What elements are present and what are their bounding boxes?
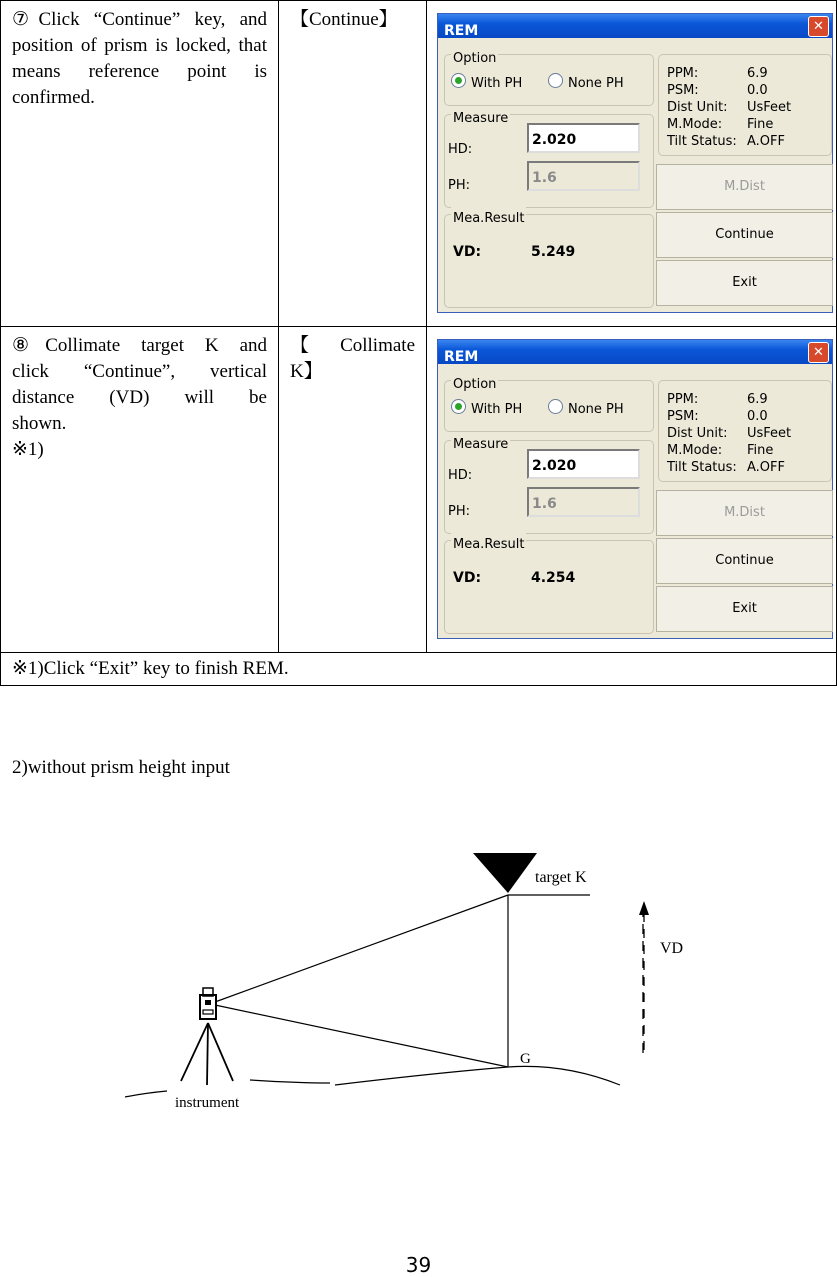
with-ph-radio[interactable] <box>451 399 466 414</box>
psm-value: 0.0 <box>747 83 768 98</box>
psm-label: PSM: <box>667 83 699 98</box>
ppm-label: PPM: <box>667 392 699 407</box>
desc-note: ※1) <box>12 439 44 460</box>
with-ph-label: With PH <box>471 76 523 91</box>
instrument-icon <box>181 988 233 1085</box>
step-screenshot <box>427 327 837 653</box>
vd-label: VD: <box>453 244 482 260</box>
mode-label: M.Mode: <box>667 117 723 132</box>
tilt-label: Tilt Status: <box>667 460 737 475</box>
desc-line: click “Continue”, vertical <box>12 361 267 382</box>
result-label: Mea.Result <box>451 532 526 558</box>
instrument-label: instrument <box>175 1095 240 1111</box>
ground-line <box>125 1066 620 1097</box>
target-label: target K <box>535 869 587 886</box>
result-group <box>444 537 654 634</box>
step-screenshot <box>427 1 837 327</box>
step-description <box>1 327 279 653</box>
page-number: 39 <box>405 1253 432 1277</box>
dist-unit-label: Dist Unit: <box>667 100 728 115</box>
none-ph-radio[interactable] <box>548 73 563 88</box>
with-ph-radio[interactable] <box>451 73 466 88</box>
psm-label: PSM: <box>667 409 699 424</box>
step-key: 【Continue】 <box>279 1 427 327</box>
measure-label: Measure <box>451 106 510 132</box>
rem-diagram <box>115 845 684 1120</box>
dist-unit-label: Dist Unit: <box>667 426 728 441</box>
desc-line: shown. <box>12 413 67 434</box>
key-line: 【 Collimate <box>290 335 415 356</box>
result-label: Mea.Result <box>451 206 526 232</box>
continue-button[interactable]: Continue <box>656 538 833 584</box>
ph-input: 1.6 <box>527 161 640 191</box>
tilt-value: A.OFF <box>747 134 785 149</box>
option-group <box>444 377 654 432</box>
desc-line: ⑧Collimate target K and <box>12 335 267 356</box>
ph-label: PH: <box>448 504 470 519</box>
measure-group <box>444 437 654 534</box>
dialog-titlebar <box>438 14 832 38</box>
section-heading: 2)without prism height input <box>12 757 230 778</box>
hd-label: HD: <box>448 142 473 157</box>
vd-label: VD <box>660 940 684 957</box>
step-key <box>279 327 427 653</box>
option-group <box>444 51 654 106</box>
with-ph-label: With PH <box>471 402 523 417</box>
measure-group <box>444 111 654 208</box>
desc-line: distance (VD) will be <box>12 387 267 408</box>
info-panel <box>658 54 832 156</box>
ppm-label: PPM: <box>667 66 699 81</box>
vd-value: 5.249 <box>531 244 576 260</box>
step-row-7 <box>1 1 837 327</box>
footnote: ※1)Click “Exit” key to finish REM. <box>1 653 837 686</box>
mdist-button[interactable]: M.Dist <box>656 164 833 210</box>
sight-line-ground <box>215 1005 508 1067</box>
rem-dialog <box>437 13 833 313</box>
exit-button[interactable]: Exit <box>656 260 833 306</box>
tilt-value: A.OFF <box>747 460 785 475</box>
dialog-titlebar <box>438 340 832 364</box>
hd-label: HD: <box>448 468 473 483</box>
rem-dialog <box>437 339 833 639</box>
target-prism-icon <box>473 853 537 893</box>
exit-button[interactable]: Exit <box>656 586 833 632</box>
result-group <box>444 211 654 308</box>
tilt-label: Tilt Status: <box>667 134 737 149</box>
vd-value: 4.254 <box>531 570 576 586</box>
option-label: Option <box>451 372 498 398</box>
step-row-8 <box>1 327 837 653</box>
dist-unit-value: UsFeet <box>747 100 792 115</box>
ground-point-label: G <box>520 1051 531 1067</box>
continue-button[interactable]: Continue <box>656 212 833 258</box>
mode-value: Fine <box>747 117 774 132</box>
none-ph-label: None PH <box>568 402 624 417</box>
none-ph-radio[interactable] <box>548 399 563 414</box>
mode-value: Fine <box>747 443 774 458</box>
info-panel <box>658 380 832 482</box>
ppm-value: 6.9 <box>747 392 768 407</box>
vd-label: VD: <box>453 570 482 586</box>
note-row <box>1 653 837 686</box>
option-label: Option <box>451 46 498 72</box>
sight-line-target <box>215 895 508 1002</box>
mdist-button[interactable]: M.Dist <box>656 490 833 536</box>
close-icon[interactable]: ✕ <box>808 342 829 363</box>
ph-label: PH: <box>448 178 470 193</box>
hd-input[interactable]: 2.020 <box>527 123 640 153</box>
ppm-value: 6.9 <box>747 66 768 81</box>
mode-label: M.Mode: <box>667 443 723 458</box>
measure-label: Measure <box>451 432 510 458</box>
dist-unit-value: UsFeet <box>747 426 792 441</box>
close-icon[interactable]: ✕ <box>808 16 829 37</box>
ph-input: 1.6 <box>527 487 640 517</box>
step-description: ⑦Click “Continue” key, and position of prism is locked, that means reference point is confirmed. <box>1 1 279 327</box>
psm-value: 0.0 <box>747 409 768 424</box>
vd-arrow-dashes <box>639 901 649 1057</box>
dialog-title: REM <box>444 349 479 365</box>
hd-input[interactable]: 2.020 <box>527 449 640 479</box>
key-line: K】 <box>290 361 323 382</box>
dialog-title: REM <box>444 23 479 39</box>
none-ph-label: None PH <box>568 76 624 91</box>
